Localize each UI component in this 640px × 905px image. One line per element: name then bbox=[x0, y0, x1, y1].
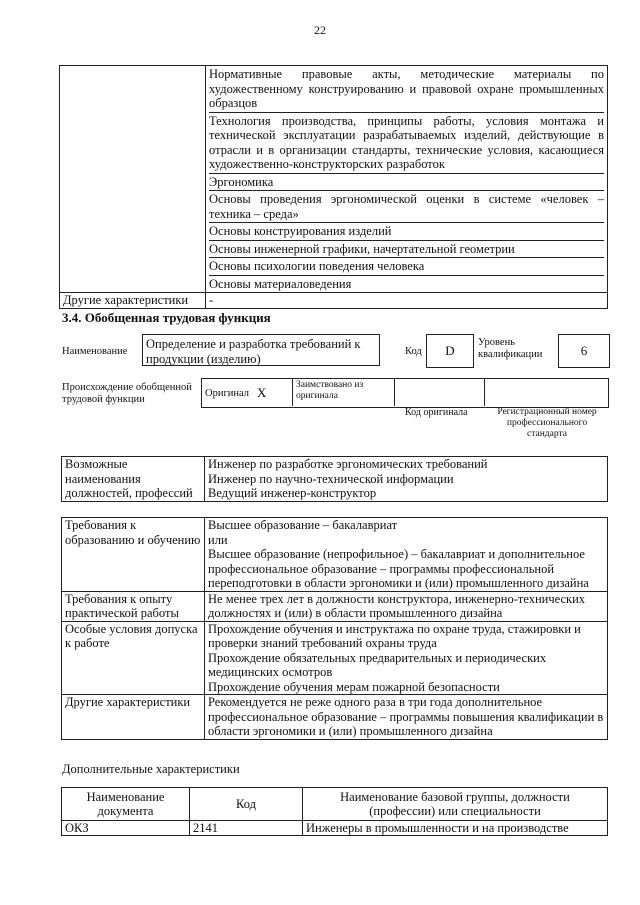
origin-original-label: Оригинал bbox=[205, 388, 249, 399]
section-title: 3.4. Обобщенная трудовая функция bbox=[62, 310, 271, 325]
req-education-label: Требования к образованию и обучению bbox=[62, 518, 205, 592]
row-doc: ОКЗ bbox=[62, 821, 190, 836]
knowledge-item: Нормативные правовые акты, методические материалы по художественному конструированию и правовой охране промышленных образцов bbox=[209, 66, 604, 113]
req-experience-label: Требования к опыту практической работы bbox=[62, 591, 205, 621]
knowledge-items bbox=[206, 66, 608, 293]
knowledge-table bbox=[59, 65, 608, 309]
req-admission-values bbox=[205, 621, 608, 695]
knowledge-label-cell bbox=[60, 66, 206, 293]
req-other-item: Рекомендуется не реже одного раза в три года дополнительное профессиональное образование – программы повышения квалификации в области эргономики и (или) промышленного дизайна bbox=[208, 695, 604, 738]
position-item: Инженер по научно-технической информации bbox=[208, 471, 454, 486]
req-education-values bbox=[205, 518, 608, 592]
header-group: Наименование базовой группы, должности (профессии) или специальности bbox=[303, 788, 608, 821]
func-name-label: Наименование bbox=[62, 346, 128, 357]
req-experience-item: Не менее трех лет в должности конструктора, инженерно-технических должностях и (или) в области промышленного дизайна bbox=[208, 591, 586, 620]
positions-values bbox=[205, 457, 608, 502]
page-number: 22 bbox=[314, 23, 326, 37]
additional-table bbox=[61, 787, 608, 836]
req-admission-item: Прохождение обучения мерам пожарной безопасности bbox=[208, 679, 500, 694]
req-education-item: или bbox=[208, 532, 228, 547]
req-experience-values bbox=[205, 591, 608, 621]
origin-label: Происхождение обобщенной трудовой функции bbox=[62, 382, 192, 405]
origin-borrowed-label: Заимствовано из оригинала bbox=[296, 380, 364, 401]
req-admission-item: Прохождение обучения и инструктажа по охране труда, стажировки и проверки знаний требований охраны труда bbox=[208, 621, 581, 650]
func-code-label: Код bbox=[405, 346, 422, 357]
header-code: Код bbox=[190, 788, 303, 821]
origin-original-mark: X bbox=[257, 385, 267, 400]
requirements-table bbox=[61, 517, 608, 740]
knowledge-item: Основы инженерной графики, начертательной геометрии bbox=[209, 241, 604, 259]
req-other-values bbox=[205, 695, 608, 740]
position-item: Ведущий инженер-конструктор bbox=[208, 486, 377, 500]
positions-table bbox=[61, 456, 608, 502]
req-other-label: Другие характеристики bbox=[62, 695, 205, 740]
req-admission-item: Прохождение обязательных предварительных и периодических медицинских осмотров bbox=[208, 650, 547, 679]
knowledge-item: Технология производства, принципы работы, условия монтажа и технической эксплуатации разрабатываемых изделий, действующие в отрасли и в организации стандарты, технические условия, касающиеся художественно-конструкторских разработок bbox=[209, 113, 604, 174]
knowledge-item: Основы психологии поведения человека bbox=[209, 258, 604, 276]
positions-label: Возможные наименования должностей, профессий bbox=[62, 457, 205, 502]
func-level-value: 6 bbox=[558, 334, 610, 368]
knowledge-item: Основы проведения эргономической оценки в системе «человек – техника – среда» bbox=[209, 191, 604, 223]
func-level-label: Уровень квалификации bbox=[478, 337, 543, 360]
req-admission-label: Особые условия допуска к работе bbox=[62, 621, 205, 695]
row-code: 2141 bbox=[190, 821, 303, 836]
func-code-value: D bbox=[426, 334, 474, 368]
row-group: Инженеры в промышленности и на производстве bbox=[303, 821, 608, 836]
other-characteristics-value: - bbox=[206, 293, 608, 309]
knowledge-item: Основы конструирования изделий bbox=[209, 223, 604, 241]
req-education-item: Высшее образование – бакалавриат bbox=[208, 518, 398, 532]
func-name-value: Определение и разработка требований к продукции (изделию) bbox=[142, 334, 380, 366]
additional-title: Дополнительные характеристики bbox=[62, 762, 240, 776]
knowledge-item: Основы материаловедения bbox=[209, 276, 352, 291]
req-education-item: Высшее образование (непрофильное) – бакалавриат и дополнительное профессиональное образование – программы профессиональной переподготовки в области эргономики и (или) промышленного дизайна bbox=[208, 547, 589, 590]
knowledge-item: Эргономика bbox=[209, 174, 604, 192]
header-doc: Наименование документа bbox=[62, 788, 190, 821]
origin-code-caption: Код оригинала bbox=[405, 407, 468, 418]
other-characteristics-label: Другие характеристики bbox=[60, 293, 206, 309]
origin-reg-caption: Регистрационный номер профессионального стандарта bbox=[497, 407, 597, 439]
position-item: Инженер по разработке эргономических требований bbox=[208, 457, 488, 471]
